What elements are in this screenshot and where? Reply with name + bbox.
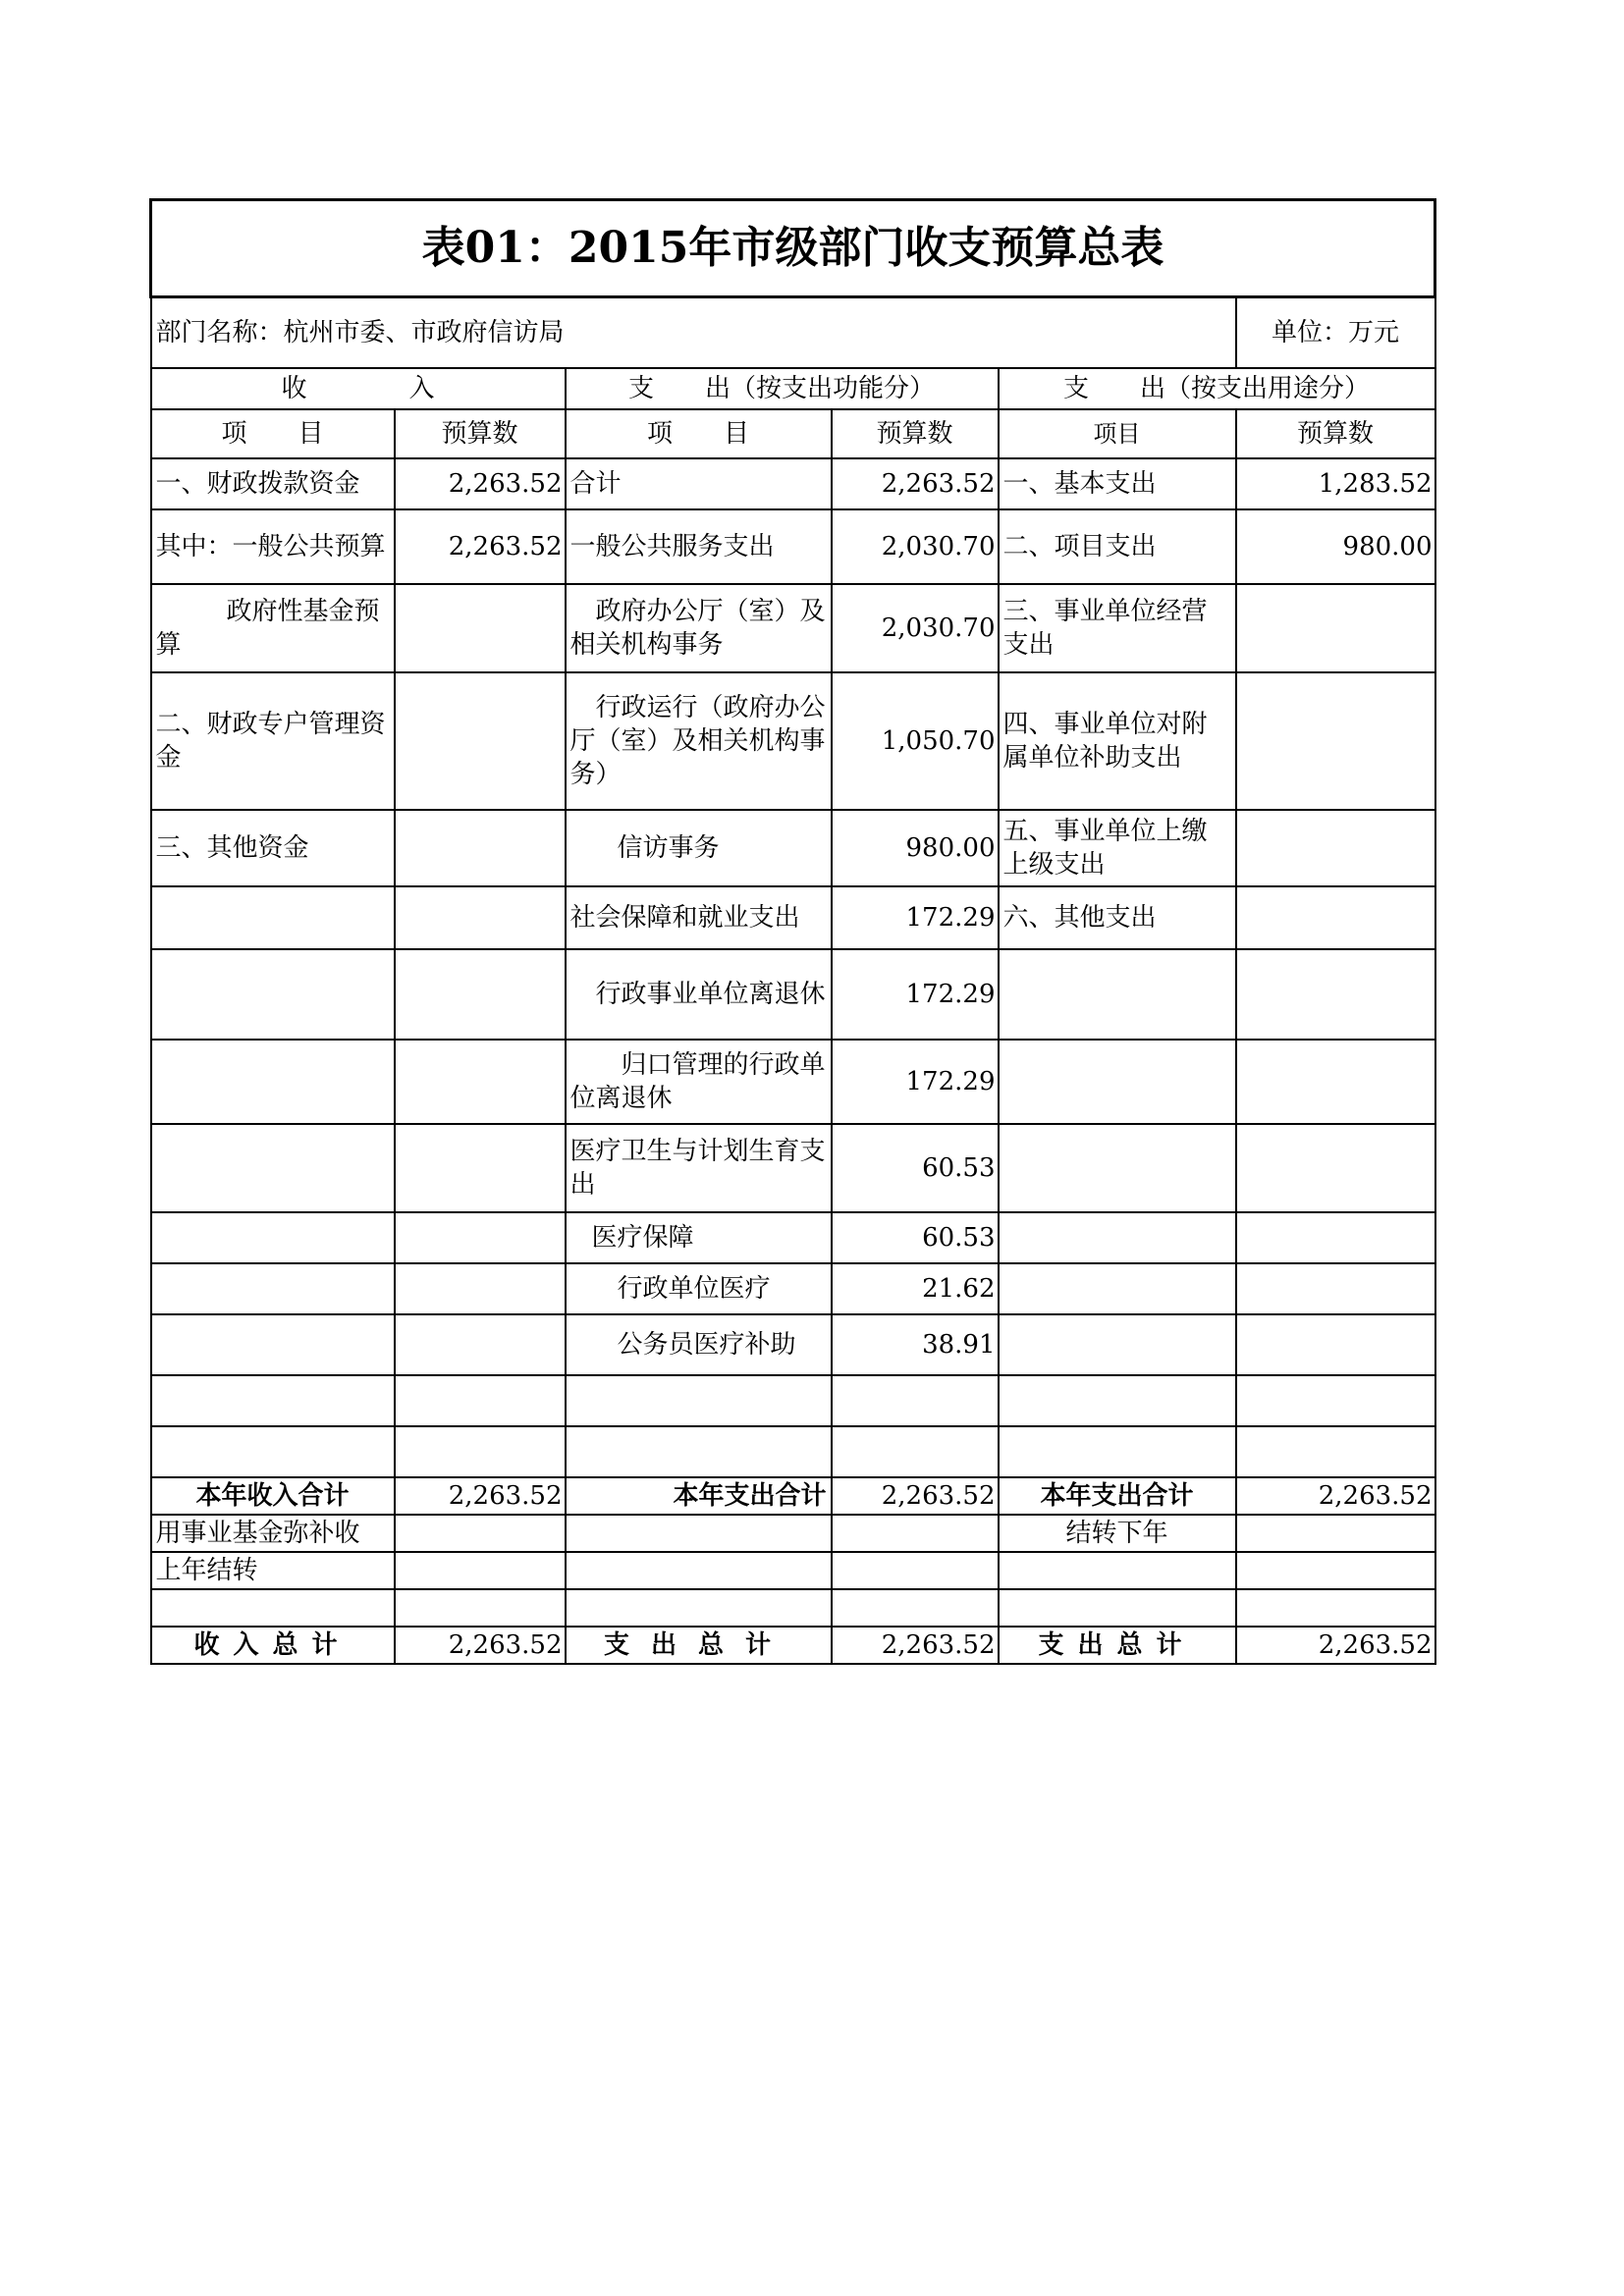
use-item-header: 项目 [999,409,1236,458]
function-item: 医疗保障 [566,1212,832,1263]
use-value [1236,584,1435,672]
use-total-value: 2,263.52 [1236,1627,1435,1664]
function-value: 172.29 [832,886,999,949]
income-value [395,1124,566,1212]
empty-row [151,1426,1435,1477]
income-value [395,1314,566,1375]
income-subtotal-label: 本年收入合计 [151,1477,395,1515]
use-item: 五、事业单位上缴上级支出 [999,810,1236,886]
function-item-header: 项 目 [566,409,832,458]
table-row [151,458,1435,509]
income-item: 其中：一般公共预算 [151,509,395,584]
subtotal-row [151,1477,1435,1515]
function-value: 172.29 [832,949,999,1040]
income-item [151,1124,395,1212]
use-item [999,949,1236,1040]
function-value: 2,030.70 [832,509,999,584]
income-value [395,810,566,886]
table-row [151,949,1435,1040]
use-value: 980.00 [1236,509,1435,584]
use-value [1236,886,1435,949]
function-item: 合计 [566,458,832,509]
income-item: 三、其他资金 [151,810,395,886]
function-item: 行政运行（政府办公厅（室）及相关机构事务） [566,672,832,810]
total-row [151,1627,1435,1664]
function-subtotal-value: 2,263.52 [832,1477,999,1515]
function-item: 信访事务 [566,810,832,886]
use-value: 1,283.52 [1236,458,1435,509]
use-item: 六、其他支出 [999,886,1236,949]
income-value [395,1040,566,1124]
use-total-label: 支出总计 [999,1627,1236,1664]
income-item [151,949,395,1040]
income-total-label: 收入总计 [151,1627,395,1664]
table-row [151,1263,1435,1314]
use-item [999,1040,1236,1124]
table-row [151,1040,1435,1124]
function-value: 980.00 [832,810,999,886]
income-section-header: 收 入 [151,368,566,409]
income-item: 二、财政专户管理资金 [151,672,395,810]
income-value [395,1263,566,1314]
use-value [1236,1124,1435,1212]
function-item: 归口管理的行政单位离退休 [566,1040,832,1124]
function-item: 政府办公厅（室）及相关机构事务 [566,584,832,672]
budget-sheet [149,198,1434,1665]
use-item: 四、事业单位对附属单位补助支出 [999,672,1236,810]
income-value: 2,263.52 [395,458,566,509]
prior-year-carryover-label: 上年结转 [151,1552,395,1589]
function-item: 社会保障和就业支出 [566,886,832,949]
table-row [151,509,1435,584]
income-item [151,1263,395,1314]
department-name: 部门名称：杭州市委、市政府信访局 [151,297,1236,369]
function-subtotal-label: 本年支出合计 [566,1477,832,1515]
function-item: 行政单位医疗 [566,1263,832,1314]
use-item: 一、基本支出 [999,458,1236,509]
table-title: 表01：2015年市级部门收支预算总表 [151,200,1435,297]
function-value: 2,263.52 [832,458,999,509]
supplement-row [151,1515,1435,1552]
use-value [1236,1263,1435,1314]
use-value [1236,1314,1435,1375]
carry-forward-label: 结转下年 [999,1515,1236,1552]
table-row [151,672,1435,810]
income-item [151,1314,395,1375]
function-budget-header: 预算数 [832,409,999,458]
function-value: 60.53 [832,1124,999,1212]
function-total-label: 支出总计 [566,1627,832,1664]
income-item-header: 项 目 [151,409,395,458]
table-row [151,810,1435,886]
income-value [395,584,566,672]
function-item: 行政事业单位离退休 [566,949,832,1040]
carryover-row [151,1552,1435,1589]
income-item: 一、财政拨款资金 [151,458,395,509]
use-item: 三、事业单位经营支出 [999,584,1236,672]
function-item: 医疗卫生与计划生育支出 [566,1124,832,1212]
function-item: 公务员医疗补助 [566,1314,832,1375]
use-value [1236,810,1435,886]
function-value: 1,050.70 [832,672,999,810]
empty-row [151,1589,1435,1627]
fund-supplement-label: 用事业基金弥补收 [151,1515,395,1552]
budget-table [149,198,1436,1665]
unit-label: 单位：万元 [1236,297,1435,369]
function-value: 2,030.70 [832,584,999,672]
use-value [1236,949,1435,1040]
income-value [395,949,566,1040]
function-value: 60.53 [832,1212,999,1263]
income-item [151,1040,395,1124]
function-item: 一般公共服务支出 [566,509,832,584]
table-row [151,886,1435,949]
income-value [395,886,566,949]
use-item [999,1212,1236,1263]
expense-function-header: 支 出（按支出功能分） [566,368,999,409]
income-item [151,1212,395,1263]
use-item [999,1124,1236,1212]
use-value [1236,1212,1435,1263]
table-row [151,584,1435,672]
function-value: 38.91 [832,1314,999,1375]
income-value [395,672,566,810]
income-value: 2,263.52 [395,509,566,584]
use-budget-header: 预算数 [1236,409,1435,458]
use-item [999,1314,1236,1375]
function-total-value: 2,263.52 [832,1627,999,1664]
empty-row [151,1375,1435,1426]
function-value: 21.62 [832,1263,999,1314]
income-item: 政府性基金预算 [151,584,395,672]
use-item: 二、项目支出 [999,509,1236,584]
use-subtotal-label: 本年支出合计 [999,1477,1236,1515]
income-item [151,886,395,949]
income-budget-header: 预算数 [395,409,566,458]
use-value [1236,1040,1435,1124]
income-total-value: 2,263.52 [395,1627,566,1664]
income-subtotal-value: 2,263.52 [395,1477,566,1515]
table-row [151,1124,1435,1212]
table-row [151,1314,1435,1375]
table-row [151,1212,1435,1263]
income-value [395,1212,566,1263]
use-subtotal-value: 2,263.52 [1236,1477,1435,1515]
use-value [1236,672,1435,810]
use-item [999,1263,1236,1314]
expense-use-header: 支 出（按支出用途分） [999,368,1435,409]
function-value: 172.29 [832,1040,999,1124]
